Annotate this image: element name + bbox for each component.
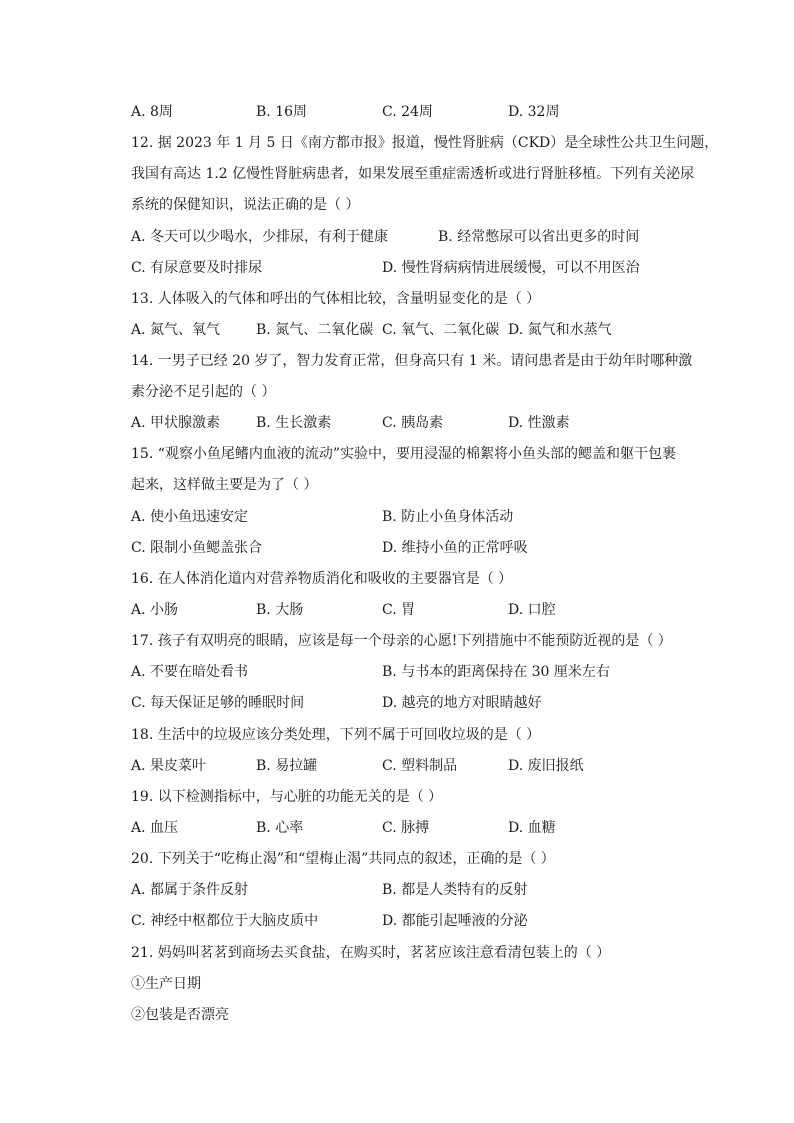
option-c: C. 有尿意要及时排尿 <box>131 260 263 276</box>
q13-stem: 13. 人体吸入的气体和呼出的气体相比较，含量明显变化的是（ ） <box>131 291 541 307</box>
option-a: A. 氮气、氧气 <box>131 322 221 338</box>
q21-stem: 21. 妈妈叫茗茗到商场去买食盐，在购买时，茗茗应该注意看清包装上的（ ） <box>131 945 611 961</box>
option-d: D. 慢性肾病病情进展缓慢，可以不用医治 <box>382 260 640 276</box>
option-c: C. 限制小鱼鳃盖张合 <box>131 540 263 556</box>
option-a: A. 使小鱼迅速安定 <box>131 509 249 525</box>
option-a: A. 小肠 <box>131 602 179 618</box>
q17-options-row-2 <box>0 692 794 714</box>
option-d: D. 32周 <box>508 104 560 120</box>
option-b: B. 易拉罐 <box>256 758 318 774</box>
option-b: B. 氮气、二氧化碳 <box>256 322 374 338</box>
q20-options-row-2 <box>0 910 794 932</box>
option-b: B. 都是人类特有的反射 <box>382 882 528 898</box>
option-c: C. 氧气、二氧化碳 <box>382 322 500 338</box>
option-b: B. 经常憋尿可以省出更多的时间 <box>438 229 640 245</box>
option-d: D. 口腔 <box>508 602 556 618</box>
q18-options <box>0 755 794 777</box>
q21-item-1: ①生产日期 <box>131 976 201 992</box>
q15-options-row-1 <box>0 506 794 528</box>
q17-stem: 17. 孩子有双明亮的眼睛，应该是每一个母亲的心愿!下列措施中不能预防近视的是（ ） <box>131 633 672 649</box>
q21-item-2: ②包装是否漂亮 <box>131 1007 229 1023</box>
option-c: C. 神经中枢都位于大脑皮质中 <box>131 913 319 929</box>
q12-stem-line-3: 系统的保健知识，说法正确的是（ ） <box>131 197 360 213</box>
option-c: C. 24周 <box>382 104 433 120</box>
q14-options <box>0 412 794 434</box>
option-c: C. 胰岛素 <box>382 415 444 431</box>
option-d: D. 废旧报纸 <box>508 758 584 774</box>
q19-stem: 19. 以下检测指标中，与心脏的功能无关的是（ ） <box>131 789 443 805</box>
q20-options-row-1 <box>0 879 794 901</box>
option-a: A. 血压 <box>131 820 179 836</box>
option-c: C. 塑料制品 <box>382 758 458 774</box>
q13-options <box>0 319 794 341</box>
q20-stem: 20. 下列关于“吃梅止渴”和“望梅止渴”共同点的叙述，正确的是（ ） <box>131 851 555 867</box>
option-c: C. 胃 <box>382 602 416 618</box>
option-b: B. 生长激素 <box>256 415 332 431</box>
q12-options-row-1 <box>0 226 794 248</box>
q14-stem-line-2: 素分泌不足引起的（ ） <box>131 384 276 400</box>
option-b: B. 心率 <box>256 820 304 836</box>
option-d: D. 越亮的地方对眼睛越好 <box>382 695 542 711</box>
q15-stem-line-1: 15. “观察小鱼尾鳍内血液的流动”实验中，要用浸湿的棉絮将小鱼头部的鳃盖和躯干包裹 <box>131 446 677 462</box>
q12-options-row-2 <box>0 257 794 279</box>
q15-options-row-2 <box>0 537 794 559</box>
q19-options <box>0 817 794 839</box>
option-a: A. 果皮菜叶 <box>131 758 207 774</box>
option-c: C. 每天保证足够的睡眠时间 <box>131 695 305 711</box>
option-b: B. 与书本的距离保持在 30 厘米左右 <box>382 664 610 680</box>
q16-options <box>0 599 794 621</box>
option-b: B. 16周 <box>256 104 308 120</box>
option-a: A. 冬天可以少喝水，少排尿，有利于健康 <box>131 229 389 245</box>
q18-stem: 18. 生活中的垃圾应该分类处理，下列不属于可回收垃圾的是（ ） <box>131 727 541 743</box>
option-a: A. 甲状腺激素 <box>131 415 221 431</box>
option-c: C. 脉搏 <box>382 820 430 836</box>
option-a: A. 不要在暗处看书 <box>131 664 249 680</box>
option-d: D. 都能引起唾液的分泌 <box>382 913 528 929</box>
option-d: D. 维持小鱼的正常呼吸 <box>382 540 528 556</box>
q15-stem-line-2: 起来，这样做主要是为了（ ） <box>131 477 318 493</box>
option-d: D. 性激素 <box>508 415 570 431</box>
q16-stem: 16. 在人体消化道内对营养物质消化和吸收的主要器官是（ ） <box>131 571 513 587</box>
option-a: A. 8周 <box>131 104 173 120</box>
option-b: B. 大肠 <box>256 602 304 618</box>
option-d: D. 血糖 <box>508 820 556 836</box>
q12-stem-line-2: 我国有高达 1.2 亿慢性肾脏病患者，如果发展至重症需透析或进行肾脏移植。下列有关泌尿 <box>131 166 695 182</box>
q14-stem-line-1: 14. 一男子已经 20 岁了，智力发育正常，但身高只有 1 米。请问患者是由于幼年时哪种激 <box>131 353 693 369</box>
q12-stem-line-1: 12. 据 2023 年 1 月 5 日《南方都市报》报道，慢性肾脏病（CKD）是全球性公共卫生问题， <box>131 135 719 151</box>
option-b: B. 防止小鱼身体活动 <box>382 509 514 525</box>
q11-options <box>0 101 794 123</box>
option-d: D. 氮气和水蒸气 <box>508 322 612 338</box>
q17-options-row-1 <box>0 661 794 683</box>
option-a: A. 都属于条件反射 <box>131 882 249 898</box>
